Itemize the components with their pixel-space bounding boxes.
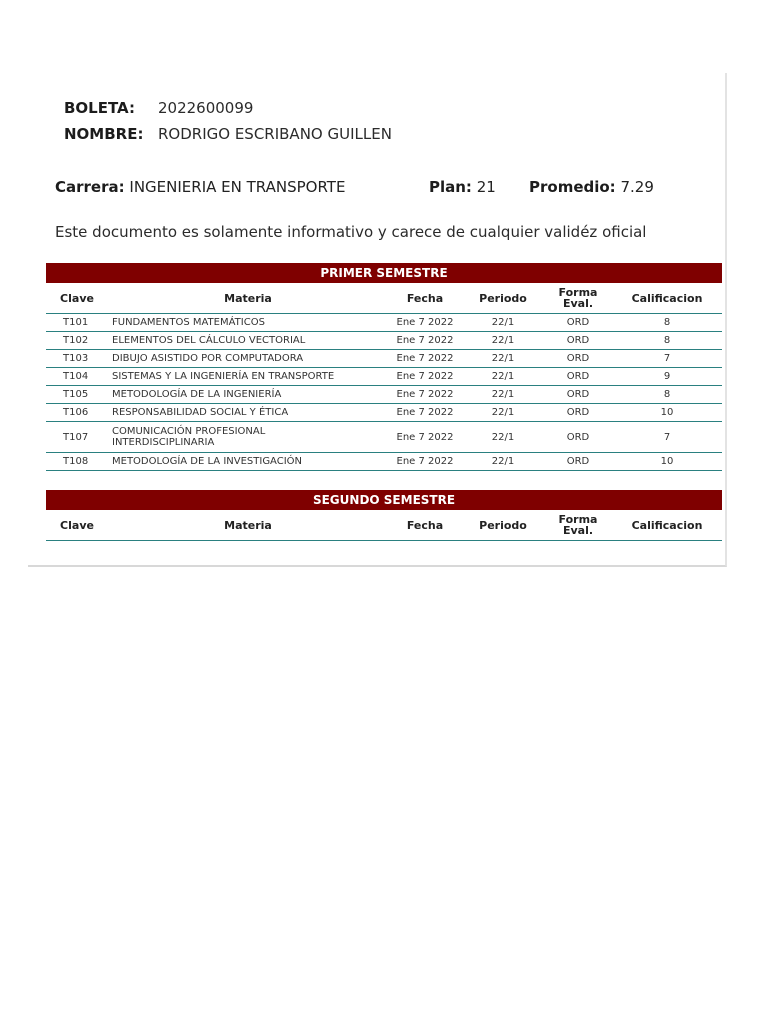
carrera-field	[55, 178, 345, 196]
cell-forma: ORD	[544, 350, 612, 368]
cell-clave: T108	[46, 453, 108, 471]
cell-fecha: Ene 7 2022	[388, 422, 462, 453]
promedio-field	[529, 178, 654, 196]
cell-clave: T104	[46, 368, 108, 386]
carrera-label: Carrera:	[55, 178, 125, 196]
semester-title: PRIMER SEMESTRE	[46, 263, 722, 283]
plan-field	[429, 178, 496, 196]
cell-materia: DIBUJO ASISTIDO POR COMPUTADORA	[108, 350, 388, 368]
grades-table	[46, 510, 722, 541]
cell-materia: METODOLOGÍA DE LA INVESTIGACIÓN	[108, 453, 388, 471]
cell-periodo: 22/1	[462, 404, 544, 422]
cell-materia: RESPONSABILIDAD SOCIAL Y ÉTICA	[108, 404, 388, 422]
col-calificacion: Calificacion	[612, 510, 722, 541]
col-periodo: Periodo	[462, 510, 544, 541]
col-forma: Forma Eval.	[544, 510, 612, 541]
cell-materia: SISTEMAS Y LA INGENIERÍA EN TRANSPORTE	[108, 368, 388, 386]
cell-forma: ORD	[544, 314, 612, 332]
table-row	[46, 386, 722, 404]
cell-fecha: Ene 7 2022	[388, 314, 462, 332]
cell-calificacion: 7	[612, 422, 722, 453]
cell-fecha: Ene 7 2022	[388, 350, 462, 368]
col-materia: Materia	[108, 283, 388, 314]
disclaimer-text: Este documento es solamente informativo y carece de cualquier validéz oficial	[55, 223, 647, 241]
table-row	[46, 314, 722, 332]
cell-forma: ORD	[544, 422, 612, 453]
nombre-label: NOMBRE:	[64, 125, 144, 143]
cell-calificacion: 8	[612, 332, 722, 350]
cell-fecha: Ene 7 2022	[388, 404, 462, 422]
cell-periodo: 22/1	[462, 422, 544, 453]
cell-clave: T105	[46, 386, 108, 404]
nombre-value: RODRIGO ESCRIBANO GUILLEN	[158, 125, 392, 143]
table-row	[46, 453, 722, 471]
student-info	[64, 95, 392, 147]
grades-document	[28, 73, 727, 567]
cell-clave: T103	[46, 350, 108, 368]
col-periodo: Periodo	[462, 283, 544, 314]
cell-forma: ORD	[544, 386, 612, 404]
cell-clave: T101	[46, 314, 108, 332]
cell-periodo: 22/1	[462, 350, 544, 368]
cell-fecha: Ene 7 2022	[388, 453, 462, 471]
table-row	[46, 350, 722, 368]
boleta-row	[64, 95, 392, 121]
cell-forma: ORD	[544, 332, 612, 350]
cell-periodo: 22/1	[462, 368, 544, 386]
cell-materia: METODOLOGÍA DE LA INGENIERÍA	[108, 386, 388, 404]
semester-2	[46, 490, 722, 541]
table-header-row	[46, 283, 722, 314]
cell-forma: ORD	[544, 453, 612, 471]
boleta-label: BOLETA:	[64, 99, 135, 117]
promedio-value: 7.29	[620, 178, 654, 196]
plan-label: Plan:	[429, 178, 472, 196]
table-row	[46, 404, 722, 422]
cell-materia: COMUNICACIÓN PROFESIONAL INTERDISCIPLINARIA	[108, 422, 388, 453]
table-row	[46, 368, 722, 386]
cell-clave: T107	[46, 422, 108, 453]
cell-calificacion: 10	[612, 404, 722, 422]
col-materia: Materia	[108, 510, 388, 541]
semester-1	[46, 263, 722, 471]
table-row	[46, 332, 722, 350]
cell-fecha: Ene 7 2022	[388, 332, 462, 350]
cell-calificacion: 8	[612, 386, 722, 404]
cell-materia: FUNDAMENTOS MATEMÁTICOS	[108, 314, 388, 332]
semester-title: SEGUNDO SEMESTRE	[46, 490, 722, 510]
cell-clave: T102	[46, 332, 108, 350]
cell-calificacion: 8	[612, 314, 722, 332]
plan-value: 21	[476, 178, 496, 196]
cell-forma: ORD	[544, 404, 612, 422]
grades-table	[46, 283, 722, 471]
col-forma: Forma Eval.	[544, 283, 612, 314]
col-calificacion: Calificacion	[612, 283, 722, 314]
cell-fecha: Ene 7 2022	[388, 386, 462, 404]
promedio-label: Promedio:	[529, 178, 616, 196]
nombre-row	[64, 121, 392, 147]
col-fecha: Fecha	[388, 510, 462, 541]
cell-periodo: 22/1	[462, 453, 544, 471]
cell-periodo: 22/1	[462, 332, 544, 350]
col-clave: Clave	[46, 510, 108, 541]
cell-calificacion: 10	[612, 453, 722, 471]
carrera-value: INGENIERIA EN TRANSPORTE	[129, 178, 346, 196]
cell-materia: ELEMENTOS DEL CÁLCULO VECTORIAL	[108, 332, 388, 350]
cell-periodo: 22/1	[462, 314, 544, 332]
career-info	[55, 178, 695, 200]
col-clave: Clave	[46, 283, 108, 314]
boleta-value: 2022600099	[158, 99, 254, 117]
cell-calificacion: 9	[612, 368, 722, 386]
cell-calificacion: 7	[612, 350, 722, 368]
table-row	[46, 422, 722, 453]
col-fecha: Fecha	[388, 283, 462, 314]
cell-clave: T106	[46, 404, 108, 422]
table-header-row	[46, 510, 722, 541]
cell-fecha: Ene 7 2022	[388, 368, 462, 386]
cell-periodo: 22/1	[462, 386, 544, 404]
cell-forma: ORD	[544, 368, 612, 386]
